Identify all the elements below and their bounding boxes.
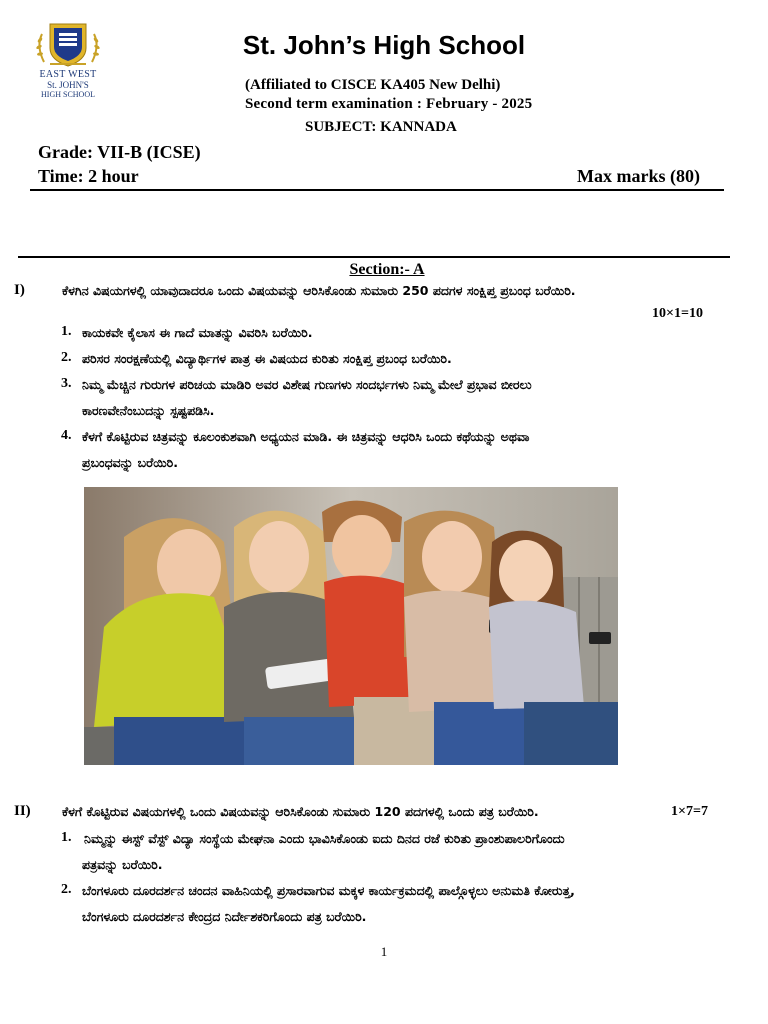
logo-text-line3: HIGH SCHOOL: [41, 90, 95, 99]
item-text-continued: ಕಾರಣವೇನೆಂಬುದನ್ನು ಸ್ಪಷ್ಟಪಡಿಸಿ.: [82, 403, 215, 418]
item-text: ಕಾಯಕವೇ ಕೈಲಾಸ ಈ ಗಾದೆ ಮಾತನ್ನು ವಿವರಿಸಿ ಬರೆಯಿರಿ.: [82, 325, 313, 340]
item-text: ನಿಮ್ಮನ್ನು ಈಸ್ಟ್ ವೆಸ್ಟ್ ವಿದ್ಯಾ ಸಂಸ್ಥೆಯ ಮೇಘನಾ ಎಂದು ಭಾವಿಸಿಕೊಂಡು ಐದು ದಿನದ ರಜೆ ಕುರಿತು ಪ್ರಾಂಶುಪಾಲರಿಗೊಂದು: [84, 831, 565, 846]
section-title: Section:- A: [349, 261, 425, 278]
question-marks: 1×7=7: [671, 804, 708, 819]
question-number: II): [14, 803, 31, 819]
page-number: 1: [380, 944, 388, 959]
item-text-continued: ಪ್ರಬಂಧವನ್ನು ಬರೆಯಿರಿ.: [82, 455, 178, 470]
item-text: ಪರಿಸರ ಸಂರಕ್ಷಣೆಯಲ್ಲಿ ವಿದ್ಯಾರ್ಥಿಗಳ ಪಾತ್ರ ಈ ವಿಷಯದ ಕುರಿತು ಸಂಕ್ಷಿಪ್ತ ಪ್ರಬಂಧ ಬರೆಯಿರಿ.: [82, 351, 452, 366]
item-number: 1.: [61, 830, 72, 845]
item-number: 2.: [61, 350, 72, 365]
exam-title: Second term examination : February - 2025: [245, 96, 533, 112]
question-text: ಕೆಳಗೆ ಕೊಟ್ಟಿರುವ ವಿಷಯಗಳಲ್ಲಿ ಒಂದು ವಿಷಯವನ್ನು ಆರಿಸಿಕೊಂಡು ಸುಮಾರು 120 ಪದಗಳಲ್ಲಿ ಒಂದು ಪತ್ರ ಬರೆಯಿರಿ.: [62, 804, 539, 819]
item-number: 3.: [61, 376, 72, 391]
logo-text-line1: EAST WEST: [39, 69, 97, 80]
photo-illustration: [84, 487, 618, 765]
children-with-phones-photo: [84, 487, 618, 765]
school-name: St. John’s High School: [242, 30, 526, 60]
item-text: ನಿಮ್ಮ ಮೆಚ್ಚಿನ ಗುರುಗಳ ಪರಿಚಯ ಮಾಡಿರಿ ಅವರ ವಿಶೇಷ ಗುಣಗಳು ಸಂದರ್ಭಗಳು ನಿಮ್ಮ ಮೇಲೆ ಪ್ರಭಾವ ಬೀರಲು: [82, 377, 532, 392]
item-number: 2.: [61, 882, 72, 897]
question-text: ಕೆಳಗಿನ ವಿಷಯಗಳಲ್ಲಿ ಯಾವುದಾದರೂ ಒಂದು ವಿಷಯವನ್ನು ಆರಿಸಿಕೊಂಡು ಸುಮಾರು 250 ಪದಗಳ ಸಂಕ್ಷಿಪ್ತ ಪ್ರಬಂಧ ಬರೆಯಿರಿ.: [62, 283, 576, 298]
item-text: ಕೆಳಗೆ ಕೊಟ್ಟಿರುವ ಚಿತ್ರವನ್ನು ಕೂಲಂಕುಶವಾಗಿ ಅಧ್ಯಯನ ಮಾಡಿ. ಈ ಚಿತ್ರವನ್ನು ಆಧರಿಸಿ ಒಂದು ಕಥೆಯನ್ನು ಅಥವಾ: [82, 429, 530, 444]
logo-text-line2: St. JOHN'S: [47, 80, 89, 90]
affiliation: (Affiliated to CISCE KA405 New Delhi): [245, 77, 501, 93]
max-marks: Max marks (80): [577, 166, 700, 186]
question-marks: 10×1=10: [652, 306, 703, 321]
section-divider: [18, 256, 730, 258]
header-divider: [30, 189, 724, 191]
item-text-continued: ಬೆಂಗಳೂರು ದೂರದರ್ಶನ ಕೇಂದ್ರದ ನಿರ್ದೇಶಕರಿಗೊಂದು ಪತ್ರ ಬರೆಯಿರಿ.: [82, 909, 367, 924]
item-number: 4.: [61, 428, 72, 443]
grade: Grade: VII-B (ICSE): [38, 142, 201, 162]
time-allowed: Time: 2 hour: [38, 166, 139, 186]
item-text-continued: ಪತ್ರವನ್ನು ಬರೆಯಿರಿ.: [82, 857, 163, 872]
item-text: ಬೆಂಗಳೂರು ದೂರದರ್ಶನ ಚಂದನ ವಾಹಿನಿಯಲ್ಲಿ ಪ್ರಸಾರವಾಗುವ ಮಕ್ಕಳ ಕಾರ್ಯಕ್ರಮದಲ್ಲಿ ಪಾಲ್ಗೊಳ್ಳಲು ಅನುಮತಿ ಕೋರುತ್ತ,: [82, 883, 575, 898]
subject: SUBJECT: KANNADA: [305, 119, 457, 135]
item-number: 1.: [61, 324, 72, 339]
question-number: I): [14, 282, 25, 298]
